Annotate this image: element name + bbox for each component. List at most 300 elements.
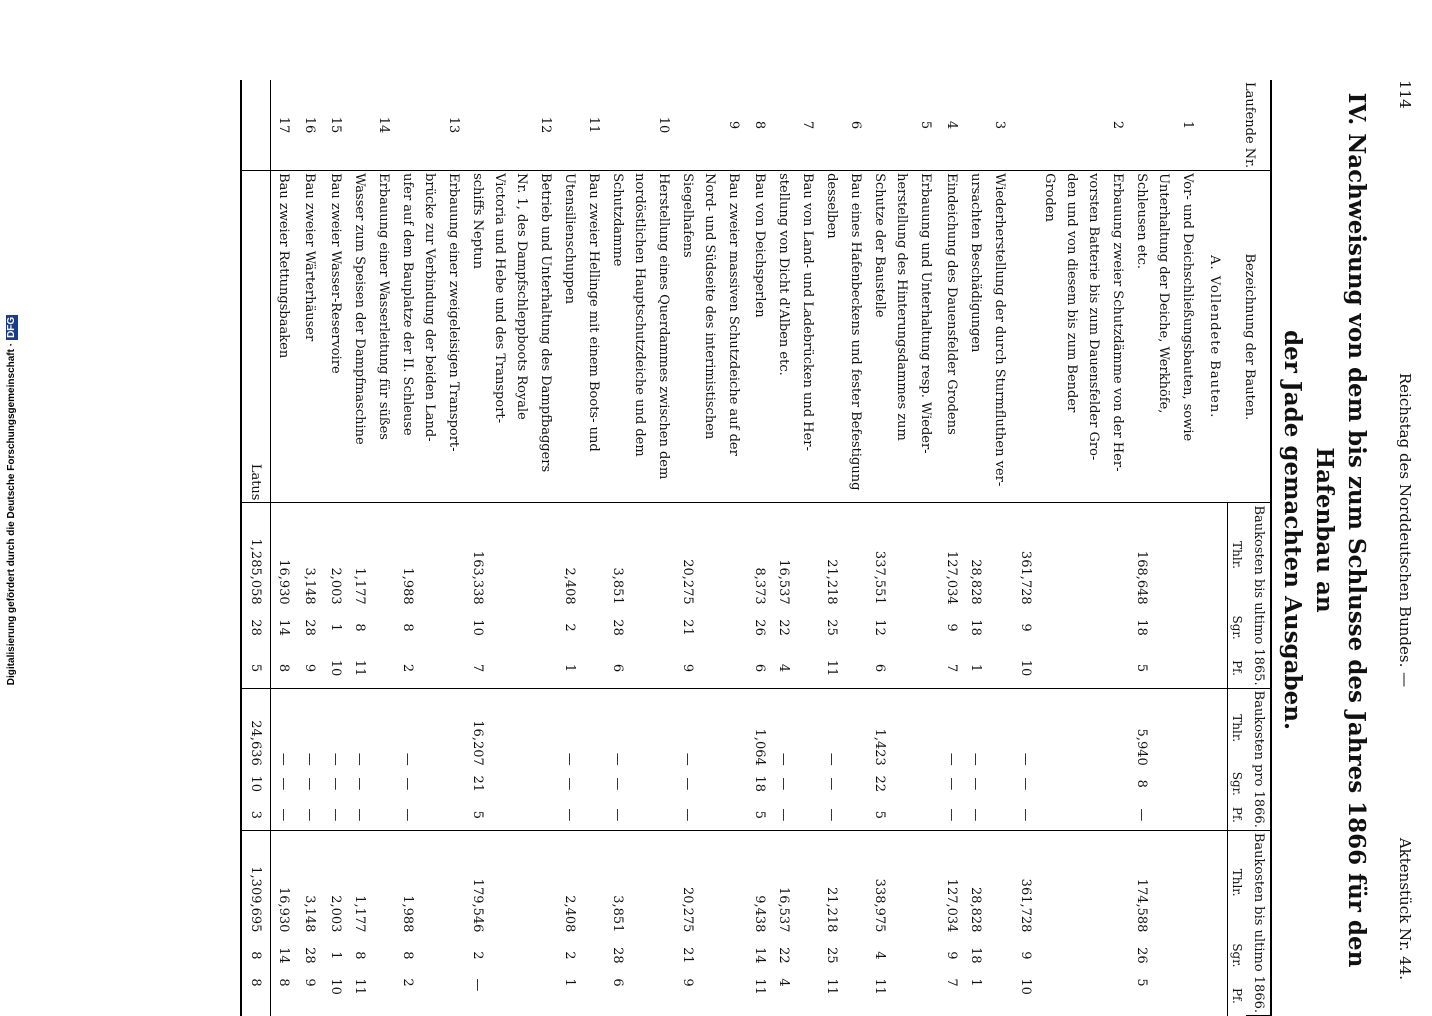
row-number: 13: [441, 80, 467, 171]
value-c-pfennig: 10: [328, 978, 344, 995]
value-a-pfennig: 5: [1131, 648, 1153, 688]
value-b-thaler: [1039, 688, 1061, 768]
value-a-thaler: 2,003: [328, 567, 344, 605]
value-a-pfennig: [699, 648, 721, 688]
table-row: [869, 80, 891, 1016]
row-description: Wiederherstellung der durch Sturmfluthen ver-: [987, 171, 1013, 503]
value-b-thaler: [629, 688, 651, 768]
value-b-thaler: —: [302, 752, 318, 766]
value-c-silbergroschen: [1175, 934, 1201, 976]
value-b-thaler: [371, 688, 397, 768]
value-c-pfennig: [419, 976, 441, 1015]
value-b-thaler: —: [680, 752, 696, 766]
value-b-pfennig: [721, 800, 747, 830]
value-a-silbergroschen: [913, 607, 939, 649]
value-a-silbergroschen: 8: [352, 623, 368, 632]
value-b-silbergroschen: [533, 768, 559, 800]
row-number: [1013, 80, 1039, 171]
value-c-thaler: 361,728: [1018, 878, 1034, 933]
value-b-thaler: 5,940: [1134, 728, 1150, 766]
unit-thlr: Thlr.: [1228, 830, 1247, 934]
value-a-silbergroschen: [511, 607, 533, 649]
value-c-pfennig: 9: [302, 978, 318, 987]
value-b-silbergroschen: [699, 768, 721, 800]
value-b-silbergroschen: —: [276, 777, 292, 791]
value-b-thaler: [795, 688, 821, 768]
value-b-silbergroschen: —: [610, 777, 626, 791]
value-a-pfennig: [511, 648, 533, 688]
value-c-silbergroschen: 9: [1018, 951, 1034, 960]
value-c-silbergroschen: 14: [752, 947, 768, 964]
value-c-silbergroschen: 26: [1134, 947, 1150, 964]
value-a-silbergroschen: [795, 607, 821, 649]
value-a-silbergroschen: [629, 607, 651, 649]
value-a-silbergroschen: [651, 607, 677, 649]
value-a-thaler: [581, 503, 607, 607]
value-a-thaler: 28,828: [968, 559, 984, 605]
value-a-thaler: 20,275: [680, 559, 696, 605]
latus-b-thaler: 24,636: [241, 688, 271, 768]
row-number: [607, 80, 629, 171]
value-b-thaler: [651, 688, 677, 768]
table-row: [297, 80, 323, 1016]
value-a-silbergroschen: 9: [1018, 623, 1034, 632]
table-row: [349, 80, 371, 1016]
value-c-thaler: 2,408: [562, 895, 578, 933]
value-c-thaler: [891, 830, 913, 934]
value-c-pfennig: [629, 976, 651, 1015]
value-c-silbergroschen: 2: [562, 951, 578, 960]
value-a-thaler: 3,851: [610, 567, 626, 605]
value-b-silbergroschen: [511, 768, 533, 800]
value-b-thaler: [1153, 688, 1175, 768]
value-b-silbergroschen: [891, 768, 913, 800]
row-number: 15: [323, 80, 349, 171]
table-row-continuation: [1105, 80, 1131, 1016]
value-c-silbergroschen: [699, 934, 721, 976]
value-b-pfennig: —: [965, 800, 987, 830]
value-a-pfennig: [843, 648, 869, 688]
value-a-silbergroschen: [581, 607, 607, 649]
value-a-silbergroschen: [721, 607, 747, 649]
row-description: Erbauung einer Wasserleitung für süßes: [371, 171, 397, 503]
value-a-pfennig: [629, 648, 651, 688]
value-b-thaler: [489, 688, 511, 768]
digitization-credit: [0, 0, 24, 1000]
value-a-silbergroschen: [371, 607, 397, 649]
value-a-pfennig: [1105, 648, 1131, 688]
value-b-thaler: [419, 688, 441, 768]
table-row: [677, 80, 699, 1016]
value-c-pfennig: 1: [968, 978, 984, 987]
value-b-silbergroschen: 8: [1134, 779, 1150, 788]
document-page: [120, 16, 1420, 1016]
value-b-pfennig: [629, 800, 651, 830]
unit-sgr: Sgr.: [1228, 768, 1247, 800]
value-b-pfennig: [511, 800, 533, 830]
value-c-silbergroschen: 8: [352, 951, 368, 960]
value-a-pfennig: [1083, 648, 1105, 688]
table-row-continuation: [533, 80, 559, 1016]
latus-a-silbergroschen: 28: [241, 607, 271, 649]
value-a-pfennig: [795, 648, 821, 688]
value-b-silbergroschen: 22: [872, 775, 888, 793]
value-b-thaler: —: [1018, 752, 1034, 766]
value-c-silbergroschen: 28: [302, 947, 318, 964]
value-a-silbergroschen: [533, 607, 559, 649]
latus-row: [241, 80, 271, 1016]
value-c-pfennig: [1083, 976, 1105, 1015]
value-c-pfennig: 11: [752, 978, 768, 995]
value-b-pfennig: [1061, 800, 1083, 830]
header-costs-1865: Baukosten bis ultimo 1865.: [1246, 503, 1271, 688]
latus-c-pfennig: 8: [241, 976, 271, 1015]
value-c-thaler: [843, 830, 869, 934]
value-c-pfennig: 6: [610, 978, 626, 987]
value-b-thaler: —: [944, 752, 960, 766]
value-a-silbergroschen: 25: [824, 619, 840, 636]
value-a-thaler: [721, 503, 747, 607]
value-b-thaler: —: [824, 752, 840, 766]
value-a-silbergroschen: 12: [872, 619, 888, 636]
row-description: Nr. 1, des Dampfschleppboots Royale: [511, 171, 533, 503]
value-a-thaler: 16,537: [776, 559, 792, 605]
value-b-pfennig: [441, 800, 467, 830]
value-a-pfennig: [1175, 648, 1201, 688]
value-b-pfennig: [843, 800, 869, 830]
value-c-thaler: [1061, 830, 1083, 934]
value-b-silbergroschen: [651, 768, 677, 800]
value-b-thaler: —: [968, 752, 984, 766]
value-a-pfennig: [721, 648, 747, 688]
value-c-thaler: 9,438: [752, 895, 768, 933]
value-c-pfennig: [441, 976, 467, 1015]
value-a-silbergroschen: [843, 607, 869, 649]
row-number: 8: [747, 80, 773, 171]
value-c-silbergroschen: [1061, 934, 1083, 976]
value-b-silbergroschen: —: [302, 777, 318, 791]
row-description: den und von diesem bis zum Bender: [1061, 171, 1083, 503]
value-a-pfennig: 6: [869, 648, 891, 688]
value-a-silbergroschen: 14: [276, 619, 292, 636]
value-b-silbergroschen: [721, 768, 747, 800]
value-a-thaler: [843, 503, 869, 607]
value-c-pfennig: 2: [400, 978, 416, 987]
table-row: [271, 80, 298, 1016]
value-a-silbergroschen: 22: [776, 619, 792, 636]
row-number: 9: [721, 80, 747, 171]
value-a-thaler: [1175, 503, 1201, 607]
value-b-thaler: —: [776, 752, 792, 766]
value-a-thaler: [1061, 503, 1083, 607]
latus-b-pfennig: 3: [241, 800, 271, 830]
value-b-silbergroschen: [1175, 768, 1201, 800]
value-c-thaler: [721, 830, 747, 934]
value-c-silbergroschen: 21: [680, 947, 696, 964]
value-a-pfennig: [419, 648, 441, 688]
value-b-silbergroschen: [987, 768, 1013, 800]
value-c-pfennig: 8: [276, 978, 292, 987]
value-b-pfennig: [419, 800, 441, 830]
value-c-silbergroschen: [795, 934, 821, 976]
value-a-pfennig: 6: [607, 648, 629, 688]
table-row: [821, 80, 843, 1016]
credit-text: Digitalisierung gefördert durch die Deutsche Forschungsgemeinschaft ·: [6, 342, 17, 686]
row-number: 4: [939, 80, 965, 171]
row-description: Betrieb und Unterhaltung des Dampfbaggers: [533, 171, 559, 503]
table-row: [467, 80, 489, 1016]
row-description: Erbauung und Unterhaltung resp. Wieder-: [913, 171, 939, 503]
value-a-pfennig: 7: [939, 648, 965, 688]
value-c-silbergroschen: [1153, 934, 1175, 976]
table-row: [965, 80, 987, 1016]
value-b-silbergroschen: —: [328, 777, 344, 791]
value-c-pfennig: 4: [776, 978, 792, 987]
unit-sgr: Sgr.: [1228, 607, 1247, 649]
value-b-silbergroschen: —: [944, 777, 960, 791]
value-a-thaler: 127,034: [944, 550, 960, 605]
value-b-pfennig: [891, 800, 913, 830]
value-c-silbergroschen: 8: [400, 951, 416, 960]
value-c-silbergroschen: [533, 934, 559, 976]
value-a-thaler: [533, 503, 559, 607]
row-description: Bau zweier Wärterhäuser: [297, 171, 323, 503]
value-b-silbergroschen: [843, 768, 869, 800]
value-c-silbergroschen: [721, 934, 747, 976]
value-b-thaler: [987, 688, 1013, 768]
value-a-thaler: 337,551: [872, 550, 888, 605]
value-c-thaler: [371, 830, 397, 934]
value-b-silbergroschen: [1083, 768, 1105, 800]
value-b-silbergroschen: [913, 768, 939, 800]
value-a-pfennig: [489, 648, 511, 688]
value-b-thaler: [843, 688, 869, 768]
value-b-thaler: [913, 688, 939, 768]
row-description: Groden: [1039, 171, 1061, 503]
row-description: schiffs Neptun: [467, 171, 489, 503]
table-row-continuation: [511, 80, 533, 1016]
value-b-pfennig: [533, 800, 559, 830]
value-b-pfennig: —: [297, 800, 323, 830]
value-a-silbergroschen: 10: [470, 619, 486, 636]
row-number: 16: [297, 80, 323, 171]
value-c-thaler: 3,148: [302, 895, 318, 933]
value-b-thaler: [891, 688, 913, 768]
value-c-pfennig: [533, 976, 559, 1015]
unit-sgr: Sgr.: [1228, 934, 1247, 976]
value-c-pfennig: —: [470, 978, 486, 992]
value-c-silbergroschen: 4: [872, 951, 888, 960]
table-row: [1131, 80, 1153, 1016]
value-b-thaler: [511, 688, 533, 768]
row-description: Unterhaltung der Deiche, Werkhöfe,: [1153, 171, 1175, 503]
row-description: Vor- und Deichschließungsbauten, sowie: [1175, 171, 1201, 503]
value-a-thaler: 16,930: [276, 559, 292, 605]
value-b-pfennig: [1175, 800, 1201, 830]
row-number: [419, 80, 441, 171]
value-c-pfennig: 5: [1134, 978, 1150, 987]
value-b-thaler: 1,423: [872, 728, 888, 766]
row-number: [699, 80, 721, 171]
row-description: Bau zweier massiven Schutzdeiche auf der: [721, 171, 747, 503]
value-c-silbergroschen: [489, 934, 511, 976]
value-b-pfennig: —: [271, 800, 298, 830]
value-b-pfennig: [581, 800, 607, 830]
value-b-thaler: —: [328, 752, 344, 766]
value-c-thaler: [651, 830, 677, 934]
value-b-pfennig: —: [349, 800, 371, 830]
value-c-pfennig: 11: [872, 978, 888, 995]
latus-c-silbergroschen: 8: [241, 934, 271, 976]
value-b-pfennig: 5: [747, 800, 773, 830]
row-number: [1131, 80, 1153, 171]
value-a-thaler: 2,408: [562, 567, 578, 605]
row-description: Erbauung zweier Schutzdämme von der Her-: [1105, 171, 1131, 503]
value-b-silbergroschen: [1039, 768, 1061, 800]
value-b-pfennig: —: [607, 800, 629, 830]
header-costs-1866: Baukosten bis ultimo 1866.: [1246, 830, 1271, 1015]
value-c-silbergroschen: [419, 934, 441, 976]
value-c-pfennig: 10: [1018, 978, 1034, 995]
value-a-thaler: [891, 503, 913, 607]
table-row-continuation: [795, 80, 821, 1016]
value-b-silbergroschen: —: [1018, 777, 1034, 791]
value-c-thaler: [511, 830, 533, 934]
row-number: 10: [651, 80, 677, 171]
value-b-pfennig: —: [1131, 800, 1153, 830]
table-row: [747, 80, 773, 1016]
row-number: 3: [987, 80, 1013, 171]
value-c-pfennig: [511, 976, 533, 1015]
value-c-thaler: [1083, 830, 1105, 934]
value-a-silbergroschen: 9: [944, 623, 960, 632]
table-row-continuation: [721, 80, 747, 1016]
table-row-continuation: [1061, 80, 1083, 1016]
table-row-continuation: [1083, 80, 1105, 1016]
row-description: Schutze der Baustelle: [869, 171, 891, 503]
value-c-silbergroschen: [1105, 934, 1131, 976]
value-c-thaler: [987, 830, 1013, 934]
value-b-thaler: [699, 688, 721, 768]
latus-a-thaler: 1,285,058: [241, 503, 271, 607]
value-c-pfennig: [651, 976, 677, 1015]
value-b-silbergroschen: [581, 768, 607, 800]
row-description: [1013, 171, 1039, 503]
table-row: [1039, 80, 1061, 1016]
row-description: vorsten Batterie bis zum Dauensfelder Gro-: [1083, 171, 1105, 503]
value-a-pfennig: [533, 648, 559, 688]
row-description: nordöstlichen Hauptschutzdeiche und dem: [629, 171, 651, 503]
value-a-silbergroschen: 2: [562, 623, 578, 632]
table-row-continuation: [843, 80, 869, 1016]
value-b-pfennig: [1105, 800, 1131, 830]
row-description: Bau zweier Wasser-Reservoire: [323, 171, 349, 503]
row-number: [349, 80, 371, 171]
value-c-pfennig: [699, 976, 721, 1015]
value-a-thaler: [651, 503, 677, 607]
value-a-silbergroschen: [441, 607, 467, 649]
value-c-silbergroschen: 18: [968, 947, 984, 964]
value-c-pfennig: [721, 976, 747, 1015]
value-b-pfennig: —: [821, 800, 843, 830]
value-b-thaler: [721, 688, 747, 768]
row-number: 14: [371, 80, 397, 171]
value-a-thaler: [987, 503, 1013, 607]
row-description: desselben: [821, 171, 843, 503]
table-row-continuation: [987, 80, 1013, 1016]
value-a-silbergroschen: [1105, 607, 1131, 649]
value-c-pfennig: [581, 976, 607, 1015]
value-a-pfennig: 7: [467, 648, 489, 688]
value-b-pfennig: [1039, 800, 1061, 830]
value-a-thaler: 3,148: [302, 567, 318, 605]
value-c-silbergroschen: [1083, 934, 1105, 976]
value-c-thaler: 28,828: [968, 886, 984, 933]
section-row: [1201, 80, 1228, 1016]
value-a-thaler: [795, 503, 821, 607]
table-row: [397, 80, 419, 1016]
header-laufende-nr: Laufende Nr.: [1228, 80, 1272, 171]
row-number: [1039, 80, 1061, 171]
table-row: [559, 80, 581, 1016]
row-description: Herstellung eines Querdammes zwischen dem: [651, 171, 677, 503]
value-b-silbergroschen: 21: [470, 775, 486, 793]
value-a-silbergroschen: [1175, 607, 1201, 649]
value-a-thaler: [913, 503, 939, 607]
value-c-silbergroschen: [843, 934, 869, 976]
row-number: [629, 80, 651, 171]
table-row: [939, 80, 965, 1016]
row-description: ursachten Beschädigungen: [965, 171, 987, 503]
value-c-silbergroschen: 28: [610, 947, 626, 964]
table-row-continuation: [629, 80, 651, 1016]
value-c-silbergroschen: 25: [824, 947, 840, 964]
unit-pf: Pf.: [1228, 648, 1247, 688]
value-a-silbergroschen: [489, 607, 511, 649]
value-b-silbergroschen: —: [776, 777, 792, 791]
value-b-pfennig: [987, 800, 1013, 830]
row-description: brücke zur Verbindung der beiden Land-: [419, 171, 441, 503]
table-row-continuation: [371, 80, 397, 1016]
value-c-pfennig: [1061, 976, 1083, 1015]
section-title: A. Vollendete Bauten.: [1201, 171, 1228, 503]
value-c-pfennig: 9: [680, 978, 696, 987]
value-c-silbergroschen: [987, 934, 1013, 976]
value-b-pfennig: [1083, 800, 1105, 830]
row-description: Schutzdamme: [607, 171, 629, 503]
value-b-pfennig: —: [773, 800, 795, 830]
value-c-pfennig: [1153, 976, 1175, 1015]
value-b-silbergroschen: —: [824, 777, 840, 791]
value-b-silbergroschen: [371, 768, 397, 800]
value-a-thaler: 21,218: [824, 559, 840, 605]
row-description: Bau von Deichsperlen: [747, 171, 773, 503]
value-b-thaler: [1175, 688, 1201, 768]
value-a-pfennig: 9: [677, 648, 699, 688]
header-costs-pro-1866: Baukosten pro 1866.: [1246, 688, 1271, 830]
value-a-pfennig: [651, 648, 677, 688]
row-number: [869, 80, 891, 171]
value-a-silbergroschen: [891, 607, 913, 649]
table-row-continuation: [441, 80, 467, 1016]
table-row: [607, 80, 629, 1016]
value-a-pfennig: 9: [297, 648, 323, 688]
value-a-thaler: 168,648: [1134, 550, 1150, 605]
value-a-pfennig: 1: [965, 648, 987, 688]
value-a-pfennig: 6: [747, 648, 773, 688]
latus-b-silbergroschen: 10: [241, 768, 271, 800]
value-a-thaler: 163,338: [470, 550, 486, 605]
